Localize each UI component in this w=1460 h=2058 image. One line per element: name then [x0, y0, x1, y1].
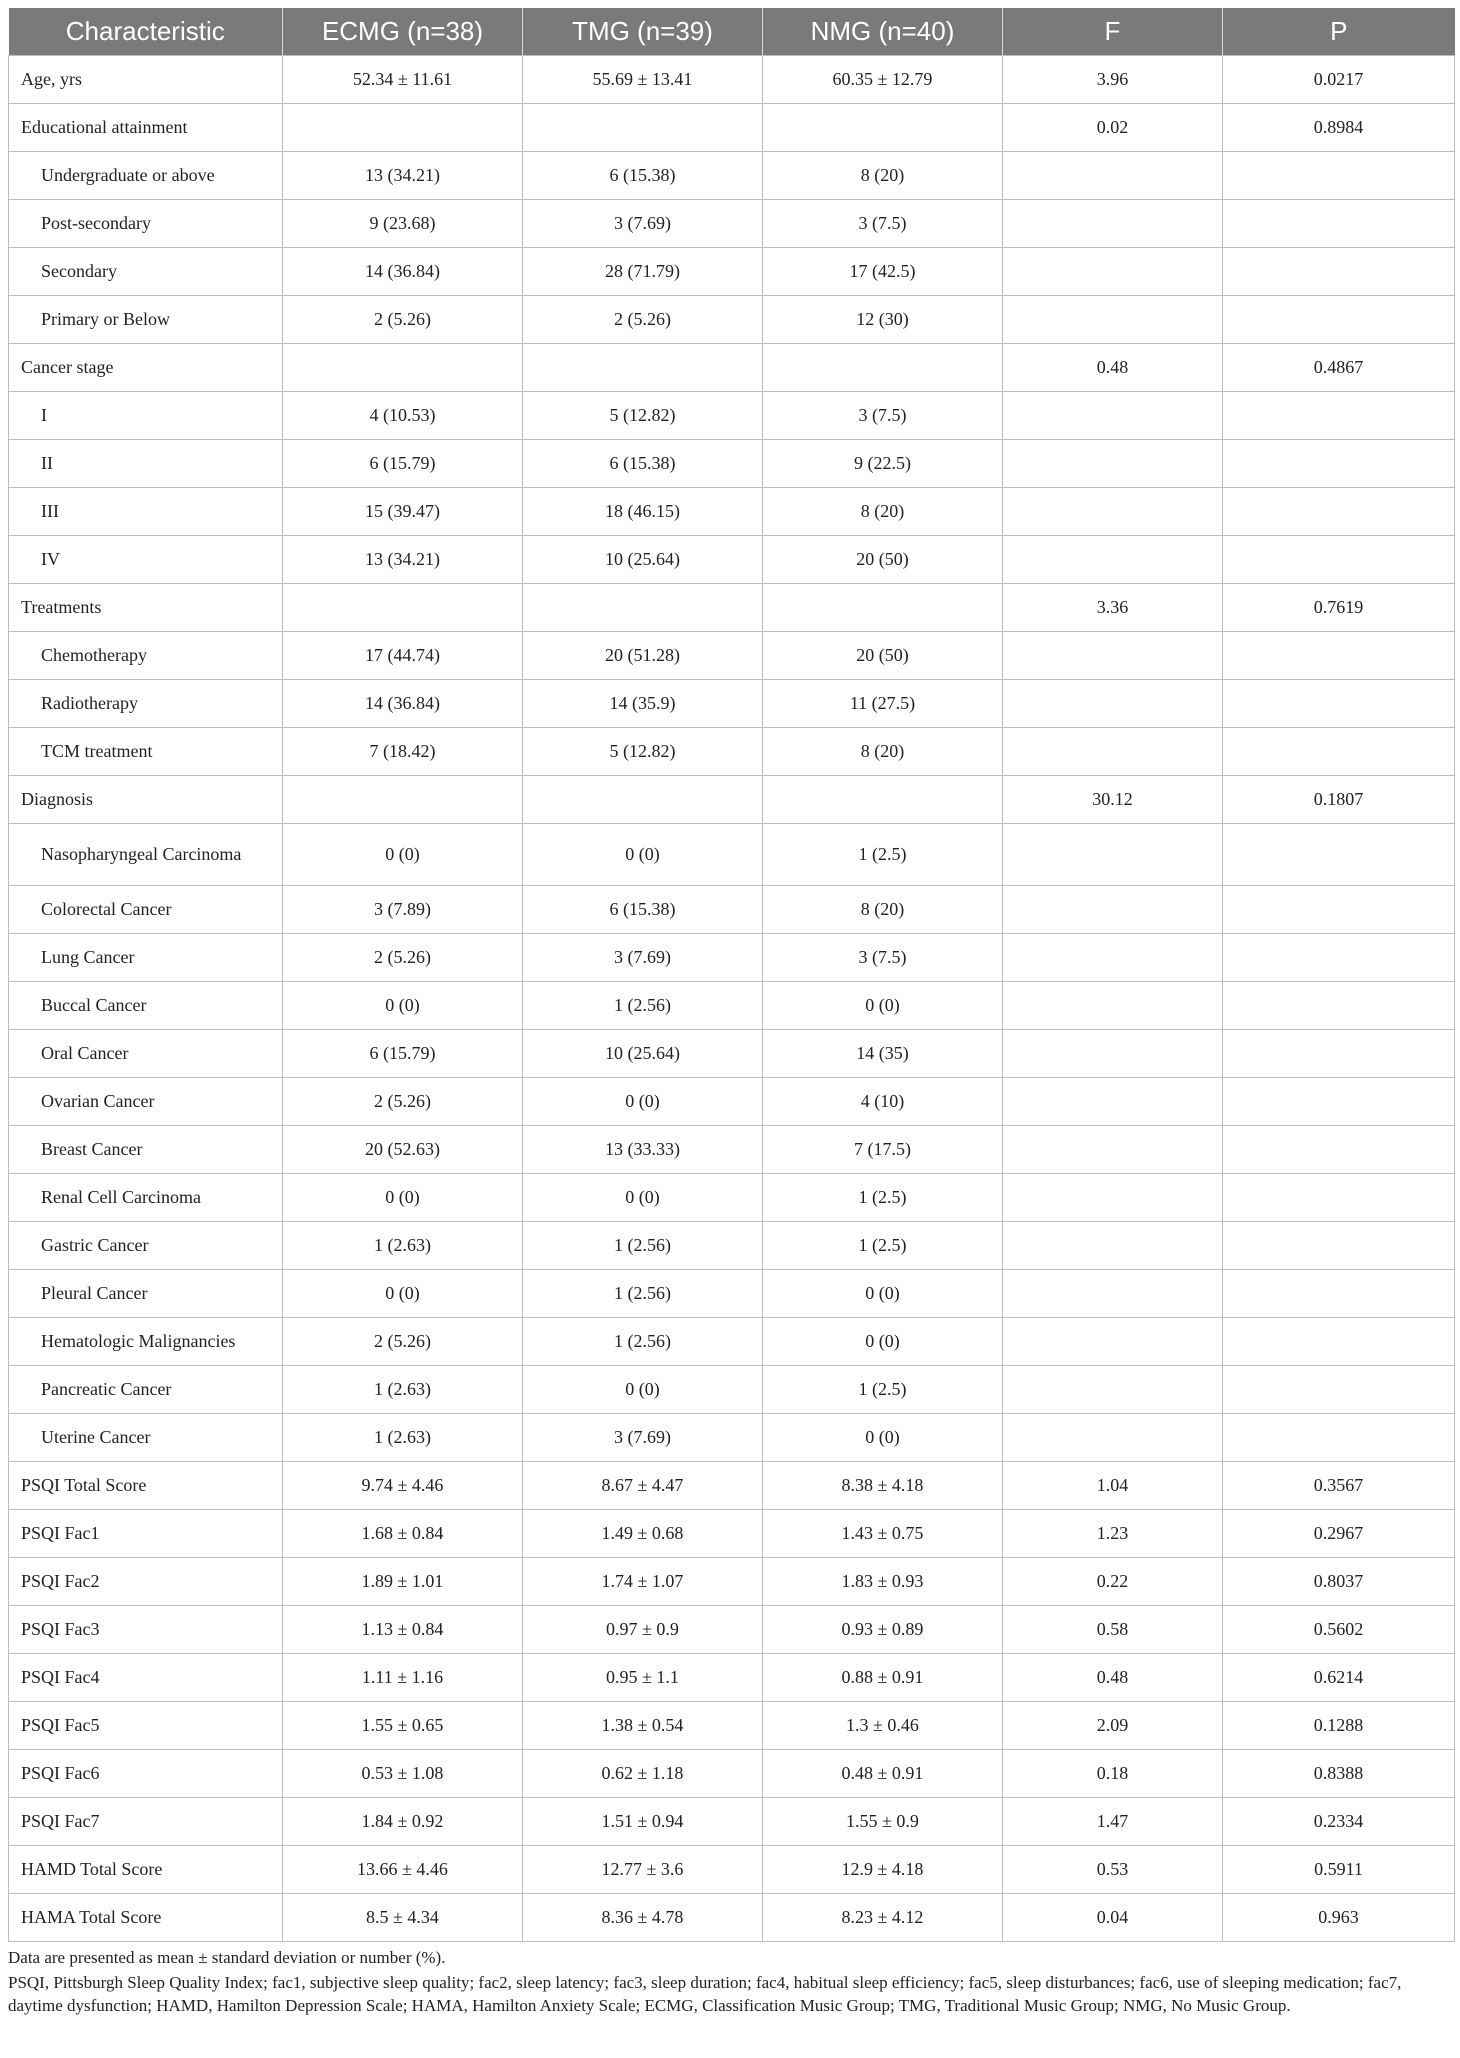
cell-nmg: 60.35 ± 12.79	[763, 56, 1003, 104]
row-label: PSQI Fac4	[9, 1654, 283, 1702]
row-label: Chemotherapy	[9, 632, 283, 680]
cell-p	[1223, 1318, 1455, 1366]
cell-tmg: 0 (0)	[523, 1078, 763, 1126]
row-label: Post-secondary	[9, 200, 283, 248]
cell-ecmg: 9.74 ± 4.46	[283, 1462, 523, 1510]
cell-f	[1003, 824, 1223, 886]
cell-tmg	[523, 104, 763, 152]
cell-tmg: 55.69 ± 13.41	[523, 56, 763, 104]
cell-nmg: 7 (17.5)	[763, 1126, 1003, 1174]
cell-f	[1003, 152, 1223, 200]
cell-ecmg	[283, 776, 523, 824]
header-characteristic: Characteristic	[9, 8, 283, 56]
cell-nmg: 0 (0)	[763, 1414, 1003, 1462]
cell-p	[1223, 296, 1455, 344]
cell-p: 0.1807	[1223, 776, 1455, 824]
cell-nmg: 20 (50)	[763, 632, 1003, 680]
cell-p	[1223, 1174, 1455, 1222]
row-label: TCM treatment	[9, 728, 283, 776]
cell-tmg: 1 (2.56)	[523, 1222, 763, 1270]
cell-f	[1003, 1126, 1223, 1174]
table-row	[9, 776, 1455, 824]
cell-ecmg: 0 (0)	[283, 982, 523, 1030]
cell-f: 0.02	[1003, 104, 1223, 152]
row-label: Radiotherapy	[9, 680, 283, 728]
table-row	[9, 1462, 1455, 1510]
cell-f	[1003, 934, 1223, 982]
cell-tmg: 1.74 ± 1.07	[523, 1558, 763, 1606]
cell-ecmg	[283, 344, 523, 392]
cell-nmg: 9 (22.5)	[763, 440, 1003, 488]
cell-p	[1223, 440, 1455, 488]
cell-tmg: 0.97 ± 0.9	[523, 1606, 763, 1654]
row-label: Uterine Cancer	[9, 1414, 283, 1462]
table-row	[9, 982, 1455, 1030]
table-row	[9, 1126, 1455, 1174]
row-label: Breast Cancer	[9, 1126, 283, 1174]
row-label: Colorectal Cancer	[9, 886, 283, 934]
cell-ecmg: 1.68 ± 0.84	[283, 1510, 523, 1558]
table-row	[9, 536, 1455, 584]
header-ecmg: ECMG (n=38)	[283, 8, 523, 56]
cell-tmg: 6 (15.38)	[523, 440, 763, 488]
cell-nmg: 3 (7.5)	[763, 200, 1003, 248]
cell-nmg: 8 (20)	[763, 886, 1003, 934]
cell-ecmg	[283, 584, 523, 632]
table-row	[9, 56, 1455, 104]
cell-p	[1223, 152, 1455, 200]
cell-nmg	[763, 344, 1003, 392]
header-tmg: TMG (n=39)	[523, 8, 763, 56]
cell-f	[1003, 1222, 1223, 1270]
cell-ecmg: 15 (39.47)	[283, 488, 523, 536]
row-label: Secondary	[9, 248, 283, 296]
cell-p: 0.8037	[1223, 1558, 1455, 1606]
cell-f	[1003, 392, 1223, 440]
table-row	[9, 1702, 1455, 1750]
cell-nmg: 4 (10)	[763, 1078, 1003, 1126]
cell-p	[1223, 1078, 1455, 1126]
cell-f: 1.47	[1003, 1798, 1223, 1846]
table-row	[9, 1270, 1455, 1318]
table-row	[9, 104, 1455, 152]
cell-tmg: 10 (25.64)	[523, 1030, 763, 1078]
table-row	[9, 1318, 1455, 1366]
cell-f	[1003, 1174, 1223, 1222]
cell-tmg	[523, 344, 763, 392]
cell-tmg: 1.51 ± 0.94	[523, 1798, 763, 1846]
cell-nmg: 1 (2.5)	[763, 1174, 1003, 1222]
table-row	[9, 1750, 1455, 1798]
cell-nmg: 8 (20)	[763, 488, 1003, 536]
cell-ecmg: 1.55 ± 0.65	[283, 1702, 523, 1750]
table-row	[9, 728, 1455, 776]
cell-tmg: 0 (0)	[523, 824, 763, 886]
table-row	[9, 934, 1455, 982]
cell-f	[1003, 1318, 1223, 1366]
cell-tmg: 13 (33.33)	[523, 1126, 763, 1174]
cell-ecmg: 3 (7.89)	[283, 886, 523, 934]
cell-p	[1223, 536, 1455, 584]
header-p: P	[1223, 8, 1455, 56]
cell-nmg: 0.48 ± 0.91	[763, 1750, 1003, 1798]
cell-p: 0.8388	[1223, 1750, 1455, 1798]
cell-nmg	[763, 104, 1003, 152]
cell-nmg	[763, 584, 1003, 632]
cell-ecmg: 2 (5.26)	[283, 934, 523, 982]
cell-tmg: 1.49 ± 0.68	[523, 1510, 763, 1558]
cell-tmg: 12.77 ± 3.6	[523, 1846, 763, 1894]
cell-nmg: 1 (2.5)	[763, 1366, 1003, 1414]
table-row	[9, 1078, 1455, 1126]
cell-tmg: 6 (15.38)	[523, 152, 763, 200]
row-label: PSQI Fac2	[9, 1558, 283, 1606]
cell-p	[1223, 1222, 1455, 1270]
table-row	[9, 1894, 1455, 1942]
row-label: Gastric Cancer	[9, 1222, 283, 1270]
table-row	[9, 1846, 1455, 1894]
cell-p	[1223, 632, 1455, 680]
row-label: Oral Cancer	[9, 1030, 283, 1078]
row-label: PSQI Total Score	[9, 1462, 283, 1510]
row-label: IV	[9, 536, 283, 584]
cell-tmg: 0 (0)	[523, 1366, 763, 1414]
cell-p: 0.963	[1223, 1894, 1455, 1942]
cell-ecmg: 8.5 ± 4.34	[283, 1894, 523, 1942]
cell-f: 3.36	[1003, 584, 1223, 632]
cell-p	[1223, 824, 1455, 886]
cell-ecmg: 2 (5.26)	[283, 1318, 523, 1366]
table-row	[9, 1606, 1455, 1654]
row-label: Undergraduate or above	[9, 152, 283, 200]
footnote-data-format: Data are presented as mean ± standard deviation or number (%).	[8, 1948, 446, 1967]
cell-f: 1.04	[1003, 1462, 1223, 1510]
cell-ecmg: 20 (52.63)	[283, 1126, 523, 1174]
header-row	[9, 8, 1455, 56]
cell-ecmg: 9 (23.68)	[283, 200, 523, 248]
cell-f	[1003, 680, 1223, 728]
row-label: Ovarian Cancer	[9, 1078, 283, 1126]
cell-ecmg: 1 (2.63)	[283, 1222, 523, 1270]
cell-p: 0.2967	[1223, 1510, 1455, 1558]
cell-tmg: 8.67 ± 4.47	[523, 1462, 763, 1510]
cell-ecmg	[283, 104, 523, 152]
cell-ecmg: 14 (36.84)	[283, 248, 523, 296]
cell-nmg: 8 (20)	[763, 152, 1003, 200]
cell-ecmg: 0.53 ± 1.08	[283, 1750, 523, 1798]
table-row	[9, 200, 1455, 248]
footnote-abbreviations: PSQI, Pittsburgh Sleep Quality Index; fac1, subjective sleep quality; fac2, sleep latency; fac3, sleep duration; fac4, habitual sleep efficiency; fac5, sleep disturbances; fac6, use of sleeping medication; fac7, daytime dysfunction; HAMD, Hamilton Depression Scale; HAMA, Hamilton Anxiety Scale; ECMG, Classification Music Group; TMG, Traditional Music Group; NMG, No Music Group.	[8, 1973, 1402, 2015]
row-label: PSQI Fac3	[9, 1606, 283, 1654]
table-row	[9, 824, 1455, 886]
cell-f: 0.53	[1003, 1846, 1223, 1894]
row-label: HAMA Total Score	[9, 1894, 283, 1942]
cell-f	[1003, 1030, 1223, 1078]
cell-ecmg: 0 (0)	[283, 824, 523, 886]
cell-p	[1223, 982, 1455, 1030]
cell-f: 1.23	[1003, 1510, 1223, 1558]
cell-tmg: 3 (7.69)	[523, 934, 763, 982]
cell-f	[1003, 488, 1223, 536]
cell-ecmg: 2 (5.26)	[283, 296, 523, 344]
row-label: II	[9, 440, 283, 488]
table-container	[8, 8, 1454, 2019]
cell-tmg: 3 (7.69)	[523, 1414, 763, 1462]
cell-p	[1223, 934, 1455, 982]
cell-nmg: 1 (2.5)	[763, 824, 1003, 886]
cell-f	[1003, 632, 1223, 680]
row-label: Educational attainment	[9, 104, 283, 152]
cell-f: 2.09	[1003, 1702, 1223, 1750]
row-label: PSQI Fac1	[9, 1510, 283, 1558]
cell-nmg: 12 (30)	[763, 296, 1003, 344]
cell-nmg: 12.9 ± 4.18	[763, 1846, 1003, 1894]
cell-tmg: 10 (25.64)	[523, 536, 763, 584]
table-row	[9, 1222, 1455, 1270]
row-label: PSQI Fac7	[9, 1798, 283, 1846]
cell-tmg: 0.95 ± 1.1	[523, 1654, 763, 1702]
cell-nmg: 0.88 ± 0.91	[763, 1654, 1003, 1702]
cell-ecmg: 4 (10.53)	[283, 392, 523, 440]
cell-ecmg: 6 (15.79)	[283, 1030, 523, 1078]
row-label: I	[9, 392, 283, 440]
cell-p	[1223, 488, 1455, 536]
header-f: F	[1003, 8, 1223, 56]
table-row	[9, 392, 1455, 440]
cell-p	[1223, 248, 1455, 296]
cell-ecmg: 17 (44.74)	[283, 632, 523, 680]
cell-nmg	[763, 776, 1003, 824]
row-label: PSQI Fac6	[9, 1750, 283, 1798]
row-label: Pleural Cancer	[9, 1270, 283, 1318]
cell-p	[1223, 1414, 1455, 1462]
cell-ecmg: 14 (36.84)	[283, 680, 523, 728]
row-label: PSQI Fac5	[9, 1702, 283, 1750]
cell-ecmg: 1.13 ± 0.84	[283, 1606, 523, 1654]
characteristics-table	[8, 8, 1455, 1942]
cell-p	[1223, 1030, 1455, 1078]
cell-ecmg: 1.89 ± 1.01	[283, 1558, 523, 1606]
cell-ecmg: 1 (2.63)	[283, 1366, 523, 1414]
cell-nmg: 1.55 ± 0.9	[763, 1798, 1003, 1846]
cell-tmg: 1 (2.56)	[523, 1318, 763, 1366]
cell-p: 0.0217	[1223, 56, 1455, 104]
cell-nmg: 3 (7.5)	[763, 934, 1003, 982]
cell-nmg: 1.3 ± 0.46	[763, 1702, 1003, 1750]
cell-ecmg: 13 (34.21)	[283, 536, 523, 584]
cell-tmg: 2 (5.26)	[523, 296, 763, 344]
cell-f: 30.12	[1003, 776, 1223, 824]
cell-p: 0.5911	[1223, 1846, 1455, 1894]
table-row	[9, 1798, 1455, 1846]
cell-nmg: 0 (0)	[763, 1270, 1003, 1318]
cell-tmg: 3 (7.69)	[523, 200, 763, 248]
cell-tmg: 5 (12.82)	[523, 728, 763, 776]
header-nmg: NMG (n=40)	[763, 8, 1003, 56]
table-row	[9, 1030, 1455, 1078]
cell-f	[1003, 1414, 1223, 1462]
cell-tmg: 1 (2.56)	[523, 982, 763, 1030]
cell-nmg: 8.23 ± 4.12	[763, 1894, 1003, 1942]
cell-tmg: 20 (51.28)	[523, 632, 763, 680]
cell-f	[1003, 982, 1223, 1030]
cell-nmg: 0.93 ± 0.89	[763, 1606, 1003, 1654]
cell-f	[1003, 728, 1223, 776]
cell-nmg: 0 (0)	[763, 982, 1003, 1030]
cell-ecmg: 2 (5.26)	[283, 1078, 523, 1126]
cell-f	[1003, 296, 1223, 344]
cell-ecmg: 13.66 ± 4.46	[283, 1846, 523, 1894]
cell-f	[1003, 536, 1223, 584]
cell-tmg	[523, 776, 763, 824]
cell-nmg: 0 (0)	[763, 1318, 1003, 1366]
row-label: Hematologic Malignancies	[9, 1318, 283, 1366]
table-row	[9, 584, 1455, 632]
cell-f: 0.22	[1003, 1558, 1223, 1606]
cell-ecmg: 1.11 ± 1.16	[283, 1654, 523, 1702]
row-label: Pancreatic Cancer	[9, 1366, 283, 1414]
row-label: Cancer stage	[9, 344, 283, 392]
cell-p: 0.1288	[1223, 1702, 1455, 1750]
table-row	[9, 440, 1455, 488]
cell-ecmg: 1.84 ± 0.92	[283, 1798, 523, 1846]
cell-nmg: 3 (7.5)	[763, 392, 1003, 440]
cell-p	[1223, 200, 1455, 248]
cell-p: 0.2334	[1223, 1798, 1455, 1846]
cell-tmg: 1.38 ± 0.54	[523, 1702, 763, 1750]
cell-nmg: 14 (35)	[763, 1030, 1003, 1078]
cell-f	[1003, 248, 1223, 296]
table-row	[9, 152, 1455, 200]
cell-tmg: 6 (15.38)	[523, 886, 763, 934]
cell-tmg: 28 (71.79)	[523, 248, 763, 296]
table-row	[9, 1366, 1455, 1414]
cell-p: 0.3567	[1223, 1462, 1455, 1510]
row-label: HAMD Total Score	[9, 1846, 283, 1894]
cell-f: 0.18	[1003, 1750, 1223, 1798]
cell-tmg: 0 (0)	[523, 1174, 763, 1222]
row-label: Treatments	[9, 584, 283, 632]
cell-p: 0.7619	[1223, 584, 1455, 632]
cell-nmg: 11 (27.5)	[763, 680, 1003, 728]
cell-tmg: 5 (12.82)	[523, 392, 763, 440]
cell-f	[1003, 1078, 1223, 1126]
cell-nmg: 17 (42.5)	[763, 248, 1003, 296]
cell-ecmg: 52.34 ± 11.61	[283, 56, 523, 104]
cell-f	[1003, 200, 1223, 248]
cell-p	[1223, 886, 1455, 934]
row-label: Age, yrs	[9, 56, 283, 104]
cell-tmg: 14 (35.9)	[523, 680, 763, 728]
table-row	[9, 1558, 1455, 1606]
table-row	[9, 886, 1455, 934]
cell-f	[1003, 440, 1223, 488]
cell-nmg: 8.38 ± 4.18	[763, 1462, 1003, 1510]
cell-tmg: 0.62 ± 1.18	[523, 1750, 763, 1798]
cell-tmg: 1 (2.56)	[523, 1270, 763, 1318]
table-row	[9, 248, 1455, 296]
row-label: Diagnosis	[9, 776, 283, 824]
cell-p	[1223, 680, 1455, 728]
cell-ecmg: 13 (34.21)	[283, 152, 523, 200]
table-row	[9, 1510, 1455, 1558]
row-label: Nasopharyngeal Carcinoma	[9, 824, 283, 886]
cell-p	[1223, 1126, 1455, 1174]
cell-ecmg: 7 (18.42)	[283, 728, 523, 776]
table-header	[9, 8, 1455, 56]
cell-ecmg: 0 (0)	[283, 1174, 523, 1222]
cell-p: 0.4867	[1223, 344, 1455, 392]
cell-f: 0.58	[1003, 1606, 1223, 1654]
table-row	[9, 632, 1455, 680]
cell-p	[1223, 392, 1455, 440]
table-row	[9, 344, 1455, 392]
cell-tmg: 18 (46.15)	[523, 488, 763, 536]
table-footnotes	[8, 1946, 1454, 2017]
cell-p: 0.5602	[1223, 1606, 1455, 1654]
cell-tmg	[523, 584, 763, 632]
row-label: Buccal Cancer	[9, 982, 283, 1030]
cell-f	[1003, 886, 1223, 934]
cell-ecmg: 0 (0)	[283, 1270, 523, 1318]
cell-f: 3.96	[1003, 56, 1223, 104]
cell-f	[1003, 1366, 1223, 1414]
table-row	[9, 680, 1455, 728]
cell-f	[1003, 1270, 1223, 1318]
cell-p	[1223, 1270, 1455, 1318]
table-body	[9, 56, 1455, 1942]
cell-ecmg: 6 (15.79)	[283, 440, 523, 488]
cell-ecmg: 1 (2.63)	[283, 1414, 523, 1462]
cell-nmg: 8 (20)	[763, 728, 1003, 776]
cell-f: 0.48	[1003, 344, 1223, 392]
table-row	[9, 488, 1455, 536]
cell-f: 0.04	[1003, 1894, 1223, 1942]
row-label: Renal Cell Carcinoma	[9, 1174, 283, 1222]
table-row	[9, 1174, 1455, 1222]
table-row	[9, 296, 1455, 344]
table-row	[9, 1414, 1455, 1462]
row-label: Lung Cancer	[9, 934, 283, 982]
row-label: Primary or Below	[9, 296, 283, 344]
cell-p	[1223, 728, 1455, 776]
cell-p	[1223, 1366, 1455, 1414]
cell-p: 0.8984	[1223, 104, 1455, 152]
cell-p: 0.6214	[1223, 1654, 1455, 1702]
cell-nmg: 20 (50)	[763, 536, 1003, 584]
cell-tmg: 8.36 ± 4.78	[523, 1894, 763, 1942]
cell-nmg: 1.43 ± 0.75	[763, 1510, 1003, 1558]
cell-nmg: 1 (2.5)	[763, 1222, 1003, 1270]
row-label: III	[9, 488, 283, 536]
cell-f: 0.48	[1003, 1654, 1223, 1702]
table-row	[9, 1654, 1455, 1702]
cell-nmg: 1.83 ± 0.93	[763, 1558, 1003, 1606]
